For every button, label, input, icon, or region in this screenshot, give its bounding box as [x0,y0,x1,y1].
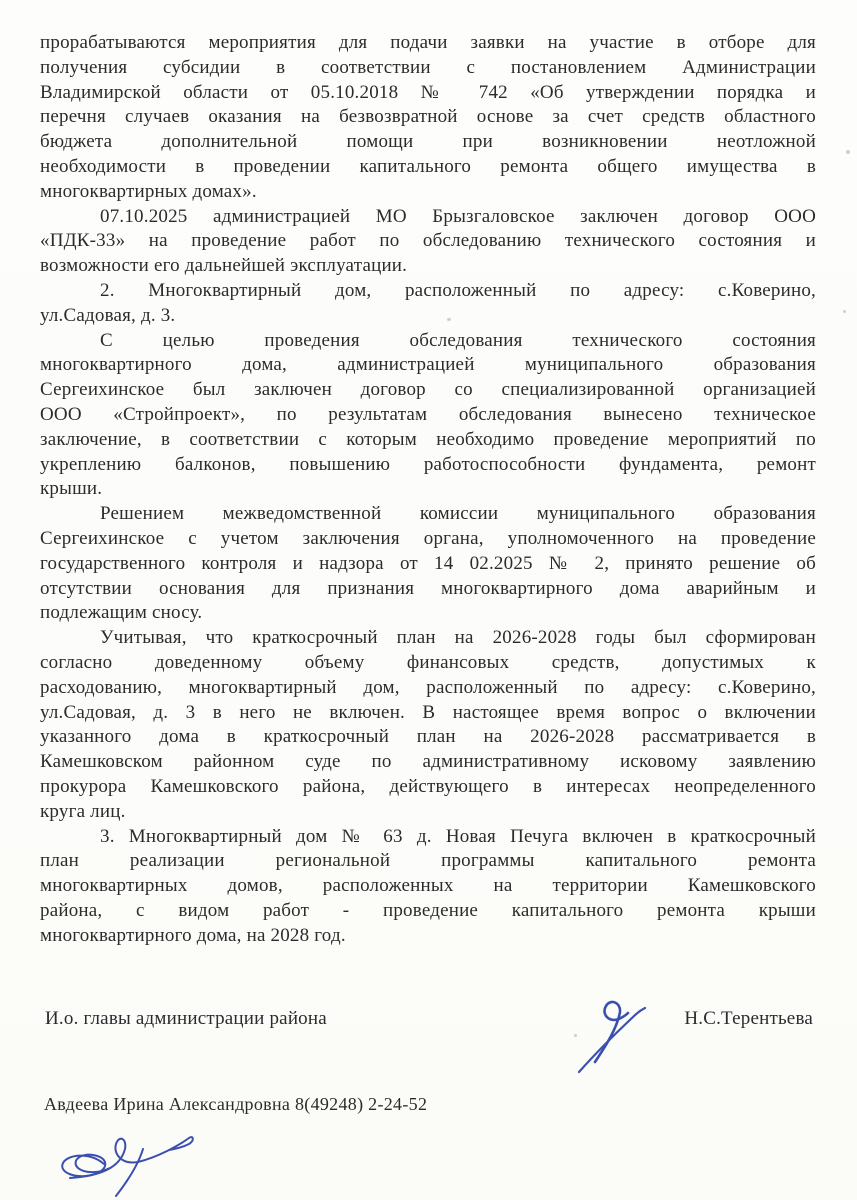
handwritten-signature-executor [42,1116,292,1200]
text-line: Сергеихинское с учетом заключения органа, уполномоченного на проведение [40,527,816,549]
text-line: многоквартирного дома, на 2028 год. [40,924,346,946]
executor-contact-line: Авдеева Ирина Александровна 8(49248) 2-24-52 [44,1094,428,1114]
text-line: Решением межведомственной комиссии муниципального образования [100,503,816,525]
text-line: возможности его дальнейшей эксплуатации. [40,255,408,277]
text-line: круга лиц. [40,800,126,822]
text-line: многоквартирных домов, расположенных на территории Камешковского [40,875,816,897]
text-line: Владимирской области от 05.10.2018 № 742 «Об утверждении порядка и [40,81,816,103]
text-line: ООО «Стройпроект», по результатам обследования вынесено техническое [40,403,816,425]
text-line: отсутствии основания для признания многоквартирного дома аварийным и [40,577,816,599]
text-line: района, с видом работ - проведение капитального ремонта крыши [40,899,816,921]
text-line: многоквартирных домах». [40,180,257,202]
text-line: С целью проведения обследования технического состояния [100,329,816,351]
scan-speck [447,318,451,321]
text-line: согласно доведенному объему финансовых средств, допустимых к [40,651,816,673]
text-line: прорабатываются мероприятия для подачи заявки на участие в отборе для [40,32,816,53]
text-line: план реализации региональной программы капитального ремонта [40,850,816,872]
signer-name: Н.С.Терентьева [684,1008,813,1029]
scan-speck [843,310,846,313]
text-line: укреплению балконов, повышению работоспособности фундамента, ремонт [40,453,816,475]
scan-speck [574,1034,577,1037]
text-line: государственного контроля и надзора от 14 02.2025 № 2, принято решение об [40,552,816,574]
text-line: 2. Многоквартирный дом, расположенный по адресу: с.Коверино, [100,279,816,301]
text-line: «ПДК-33» на проведение работ по обследованию технического состояния и [40,230,816,252]
text-line: 3. Многоквартирный дом № 63 д. Новая Печуга включен в краткосрочный [100,825,816,847]
text-line: бюджета дополнительной помощи при возникновении неотложной [40,131,816,153]
scan-speck [846,150,850,154]
text-line: подлежащим сносу. [40,602,203,624]
text-line: перечня случаев оказания на безвозвратной основе за счет средств областного [40,106,816,128]
handwritten-signature-official [565,972,677,1084]
text-line: ул.Садовая, д. 3. [40,304,176,326]
text-line: многоквартирного дома, администрацией муниципального образования [40,354,816,376]
text-line: крыши. [40,478,103,500]
text-line: заключение, в соответствии с которым необходимо проведение мероприятий по [40,428,816,450]
text-line: Камешковском районном суде по административному исковому заявлению [40,751,816,773]
document-text [40,31,816,948]
signer-position-title: И.о. главы администрации района [45,1008,327,1029]
text-line: необходимости в проведении капитального ремонта общего имущества в [40,155,816,177]
text-line: указанного дома в краткосрочный план на 2026-2028 рассматривается в [40,726,816,748]
text-line: 07.10.2025 администрацией МО Брызгаловское заключен договор ООО [100,205,816,227]
text-line: Учитывая, что краткосрочный план на 2026-2028 годы был сформирован [100,627,816,649]
text-line: получения субсидии в соответствии с постановлением Администрации [40,56,816,78]
text-line: расходованию, многоквартирный дом, расположенный по адресу: с.Коверино, [40,676,816,698]
text-line: прокурора Камешковского района, действующего в интересах неопределенного [40,775,816,797]
text-line: ул.Садовая, д. 3 в него не включен. В настоящее время вопрос о включении [40,701,816,723]
text-line: Сергеихинское был заключен договор со специализированной организацией [40,379,816,401]
